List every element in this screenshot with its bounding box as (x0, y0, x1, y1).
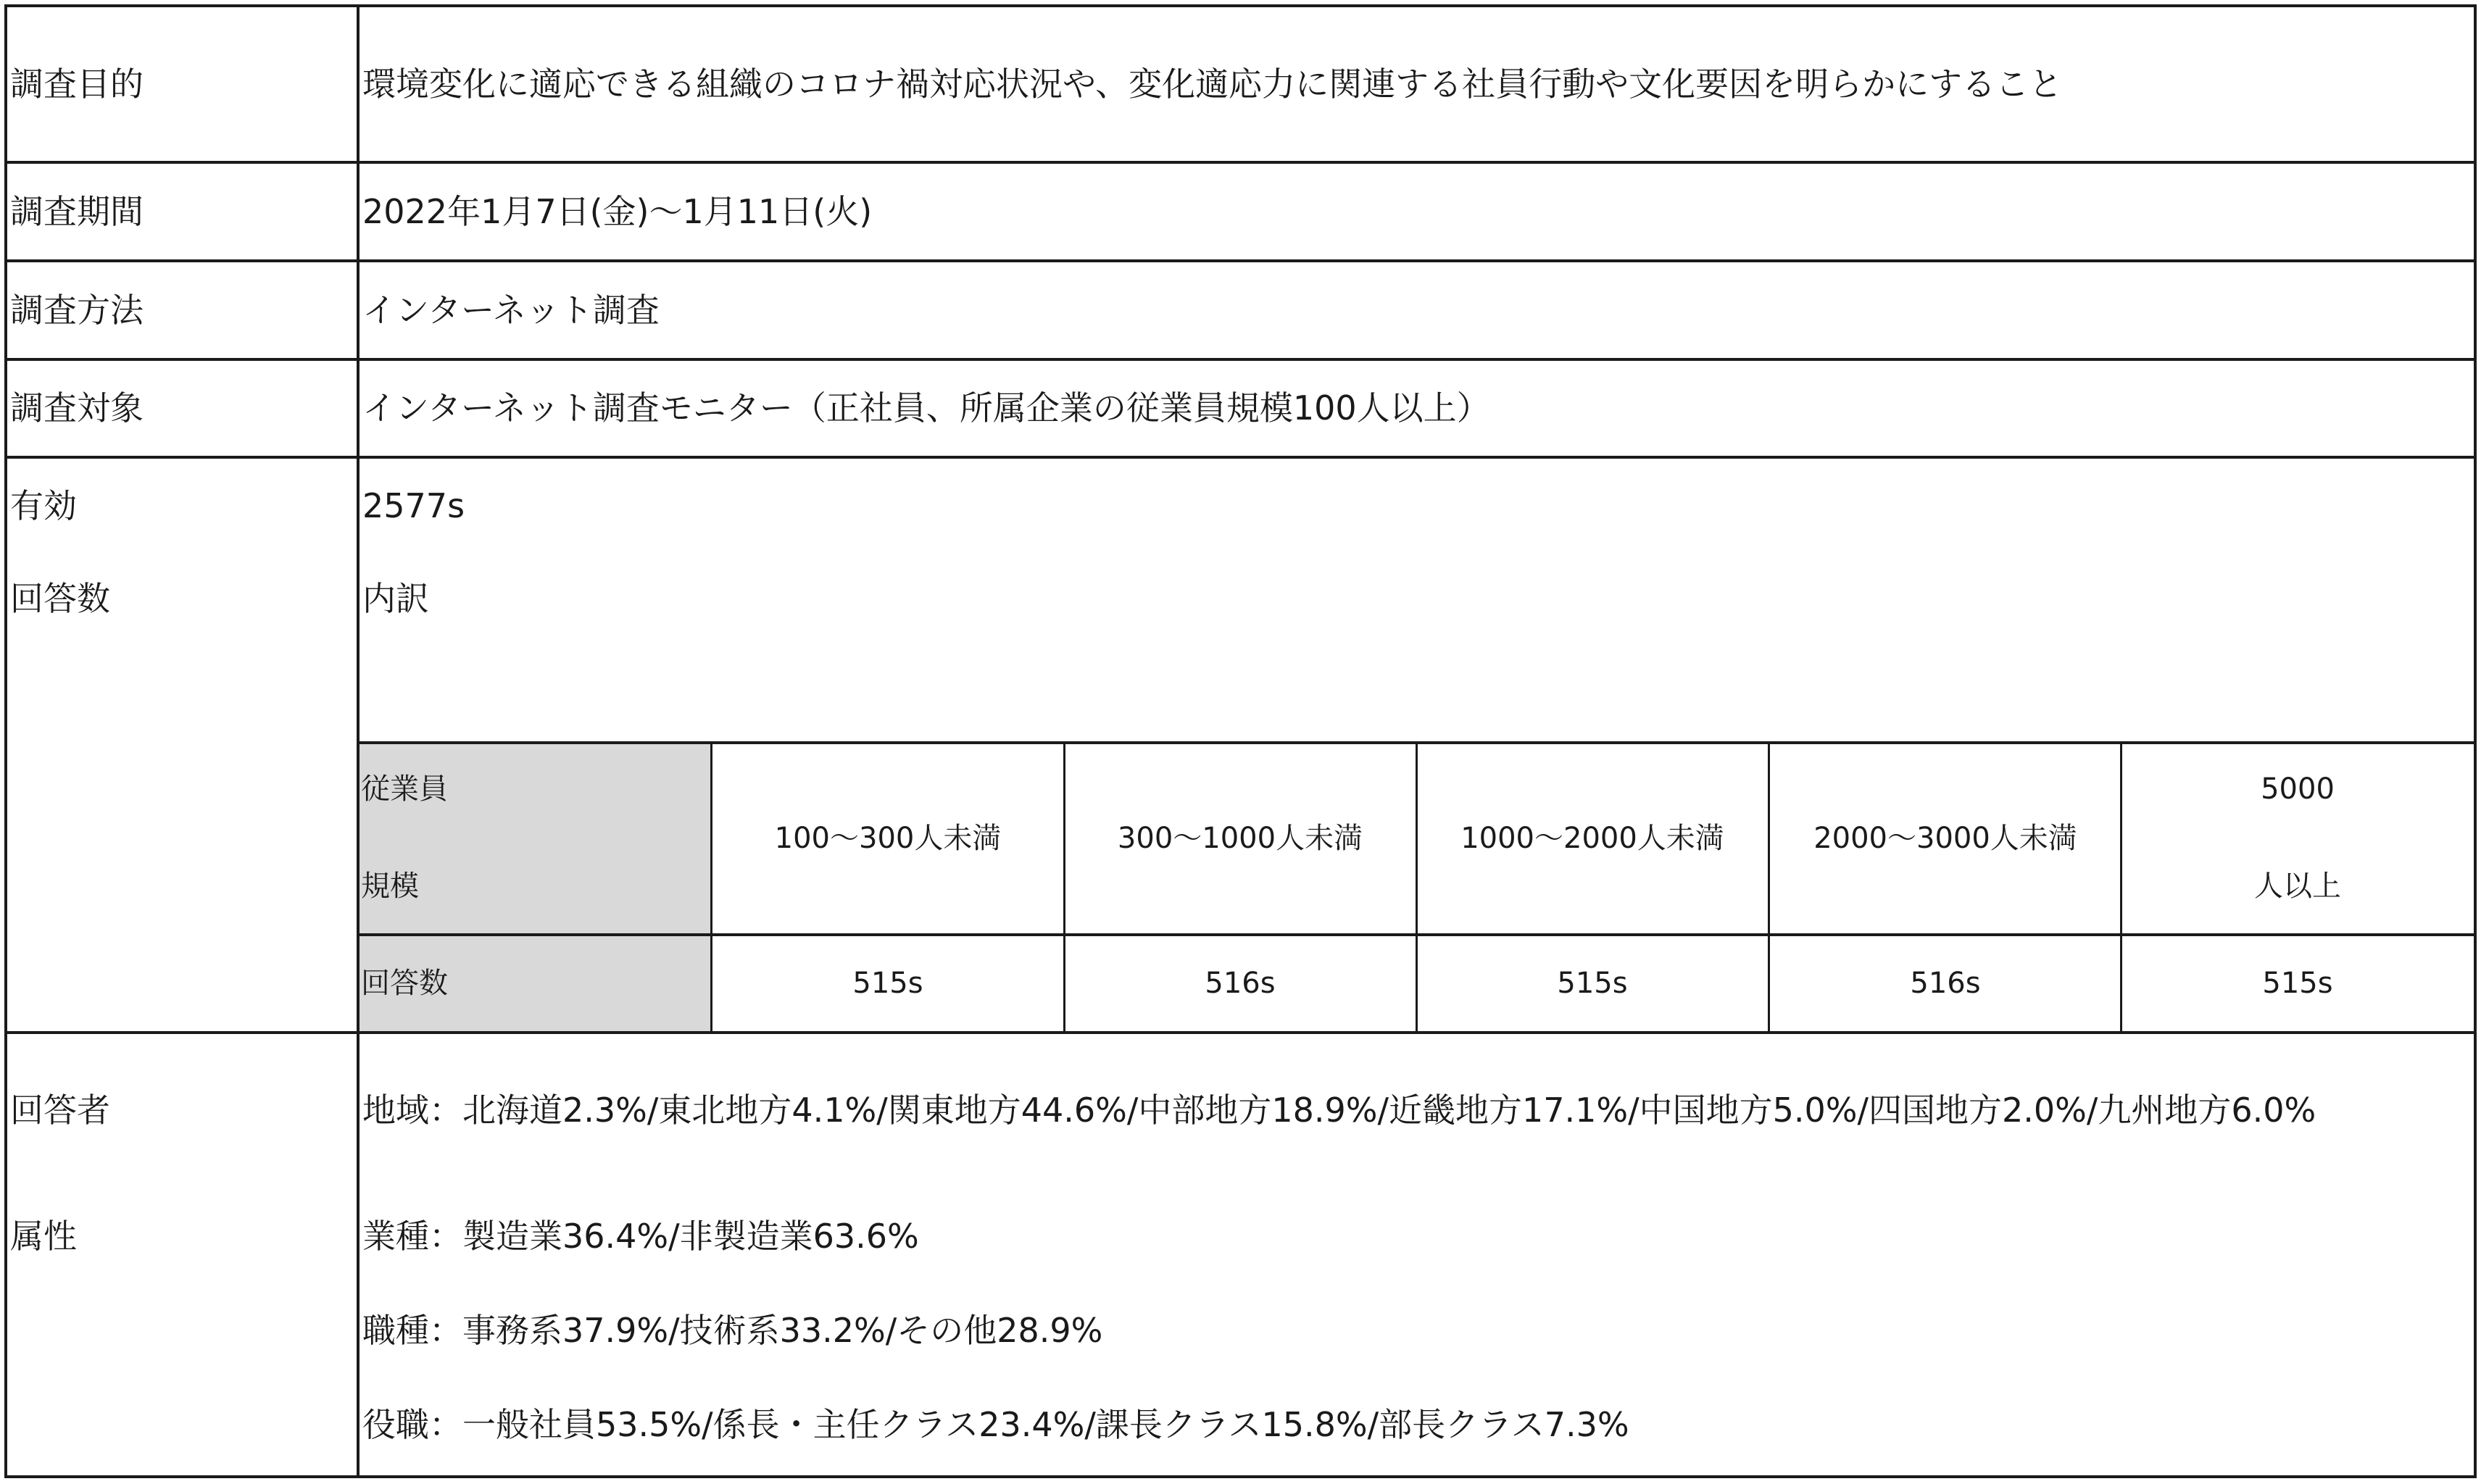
count-cell: 515s (852, 967, 923, 1000)
size-header-line2: 規模 (361, 870, 419, 903)
rule (4, 456, 2477, 459)
purpose-value: 環境変化に適応できる組織のコロナ禍対応状況や、変化適応力に関連する社員行動や文化要因を明らかにすること (362, 64, 2063, 104)
period-value: 2022年1月7日(金)〜1月11日(火) (362, 192, 873, 231)
method-label: 調査方法 (10, 291, 144, 330)
count-header: 回答数 (361, 967, 448, 1000)
attribute-industry: 業種：製造業36.4%/非製造業63.6% (362, 1217, 919, 1256)
size-header-line1: 従業員 (361, 772, 448, 806)
size-cell-last-line2: 人以上 (2254, 870, 2341, 903)
size-cell-last-line1: 5000 (2261, 772, 2335, 806)
attribute-job: 職種：事務系37.9%/技術系33.2%/その他28.9% (362, 1311, 1103, 1350)
rule (4, 358, 2477, 361)
valid-total: 2577s (362, 486, 465, 525)
size-cell: 100〜300人未満 (774, 822, 1002, 855)
target-label: 調査対象 (10, 388, 144, 428)
size-cell: 1000〜2000人未満 (1460, 822, 1724, 855)
target-value: インターネット調査モニター（正社員、所属企業の従業員規模100人以上） (362, 388, 1490, 428)
count-cell: 515s (2262, 967, 2333, 1000)
rule (4, 4, 7, 1478)
size-cell: 2000〜3000人未満 (1813, 822, 2077, 855)
rule (1416, 741, 1418, 1033)
attributes-label-line2: 属性 (10, 1217, 77, 1256)
rule (710, 741, 712, 1033)
count-cell: 515s (1557, 967, 1628, 1000)
rule (4, 4, 2477, 7)
valid-label-line2: 回答数 (10, 579, 110, 618)
method-value: インターネット調査 (362, 291, 660, 330)
count-cell: 516s (1205, 967, 1276, 1000)
purpose-label: 調査目的 (10, 64, 144, 104)
period-label: 調査期間 (10, 192, 144, 231)
rule (4, 1475, 2477, 1478)
rule (1063, 741, 1065, 1033)
valid-label-line1: 有効 (10, 486, 77, 525)
size-cell: 300〜1000人未満 (1117, 822, 1363, 855)
breakdown-label: 内訳 (362, 579, 429, 618)
rule (1768, 741, 1770, 1033)
rule (4, 161, 2477, 164)
rule (2120, 741, 2122, 1033)
attribute-region: 地域：北海道2.3%/東北地方4.1%/関東地方44.6%/中部地方18.9%/近畿地方17.1%/中国地方5.0%/四国地方2.0%/九州地方6.0% (362, 1091, 2316, 1130)
rule (4, 1031, 2477, 1034)
attributes-label-line1: 回答者 (10, 1091, 110, 1130)
rule (4, 259, 2477, 262)
count-cell: 516s (1910, 967, 1981, 1000)
attribute-position: 役職：一般社員53.5%/係長・主任クラス23.4%/課長クラス15.8%/部長クラス7.3% (362, 1405, 1629, 1444)
